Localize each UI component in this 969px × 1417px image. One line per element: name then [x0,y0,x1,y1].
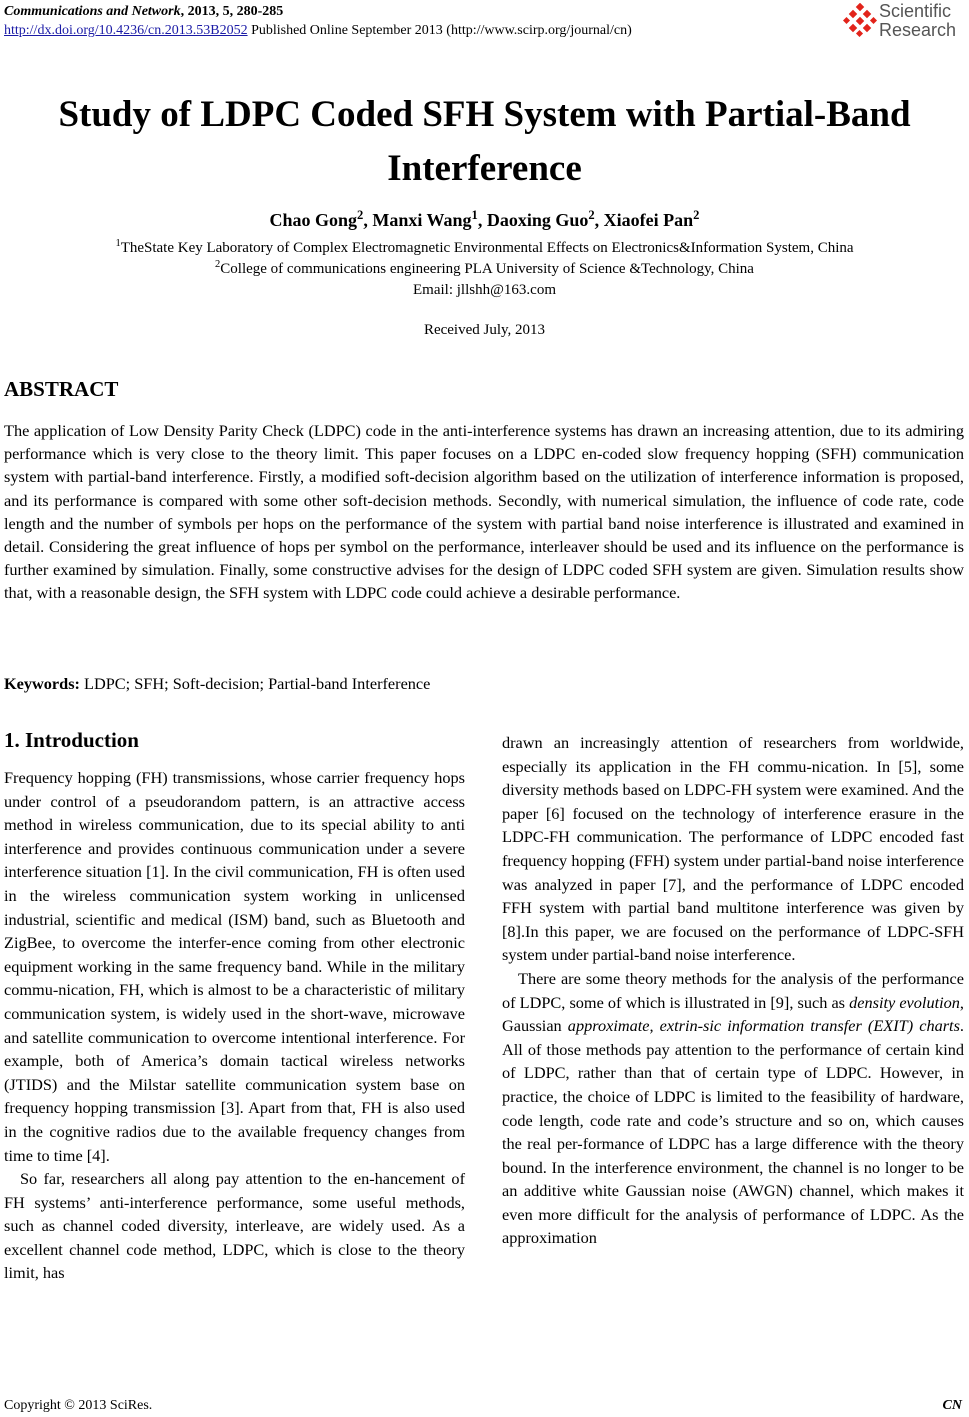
author-affil-sup: 2 [357,208,364,222]
copyright-notice: Copyright © 2013 SciRes. [4,1398,153,1413]
journal-name: Communications and Network [4,4,181,19]
right-column [502,731,964,1250]
paragraph: drawn an increasingly attention of researchers from worldwide, especially its application in the FH commu-nication. In [5], some diversity methods based on LDPC-FH system were examined. And the paper [6] focused on the technology of interference erasure in the LDPC-FH communication. The performance of LDPC encoded fast frequency hopping (FFH) system under partial-band noise interference was analyzed in paper [7], and the performance of LDPC encoded FFH system with partial band multitone interference was given by [8].In this paper, we are focused on the performance of LDPC-SFH system under partial-band noise interference. [502,733,964,965]
paper-title [0,88,969,196]
received-date: Received July, 2013 [423,322,546,338]
keywords-label: Keywords: [4,674,80,693]
author-name: , Xiaofei Pan [594,210,694,230]
publisher-logo [843,0,965,42]
author-list [0,209,969,231]
journal-meta: , 2013, 5, 280-285 [180,4,284,19]
paragraph: So far, researchers all along pay attention to the en-hancement of FH systems’ anti-interference performance, some useful methods, such as channel coded diversity, interleave, are widely used. As a excellent channel code method, LDPC, which is close to the theory limit, has [4,1169,465,1283]
abstract-text: The application of Low Density Parity Check (LDPC) code in the anti-interference systems has drawn an increasing attention, due to its admiring performance which is very close to the theory limit. This paper focuses on a LDPC en-coded slow frequency hopping (SFH) communication system with partial-band interference. Firstly, a modified soft-decision algorithm based on the utilization of interference information is proposed, and its performance is compared with some other soft-decision methods. Secondly, with numerical simulation, the influence of code rate, code length and the number of symbols per hops on the performance of the system with partial band noise interference is illustrated and examined in detail. Considering the great influence of hops per symbol on the performance, interleaver should be used and its influence on the performance is further examined by simulation. Finally, some constructive advises for the design of LDPC coded SFH system are given. Simulation results show that, with a reasonable design, the SFH system with LDPC code could achieve a desirable performance. [4,421,964,603]
logo-word-scientific: Scientific [879,1,952,21]
doi-link[interactable]: http://dx.doi.org/10.4236/cn.2013.53B2052 [4,23,248,38]
page-footer [4,1398,962,1414]
paragraph: There are some theory methods for the analysis of the performance of LDPC, some of which is illustrated in [9], such as density evolution, Gaussian approximate, extrin-sic information transfer (EXIT) charts. All of those methods pay attention to the performance of certain kind of LDPC, rather than that of certain type of LDPC. However, in practice, the choice of LDPC is limited to the feasibility of hardware, code length, code rate and code’s structure and so on, which causes the real per-formance of LDPC has a large difference with the theory bound. In the interference environment, the channel is no longer to be an additive white Gaussian noise (AWGN) channel, which makes it even more difficult for the analysis of performance of LDPC. As the approximation [502,968,964,1248]
author-affil-sup: 2 [588,208,595,222]
journal-abbreviation: CN [942,1398,962,1413]
logo-word-research: Research [879,20,957,40]
doi-line [4,21,632,40]
journal-citation [4,2,632,21]
left-column [4,766,465,1285]
author-name: Chao Gong [269,210,358,230]
affiliation-1: $^1$TheState Key Laboratory of Complex Electromagnetic Environmental Effects on Electronics&Information System, China [115,238,854,256]
scientific-research-logo-icon [843,3,877,37]
section-heading-introduction: 1. Introduction [4,728,139,752]
running-header [4,2,632,40]
author-affil-sup: 1 [471,208,478,222]
title-line-2: Interference [387,148,582,189]
author-name: , Manxi Wang [363,210,472,230]
author-affil-sup: 2 [693,208,700,222]
keywords-text: LDPC; SFH; Soft-decision; Partial-band Interference [79,674,431,693]
title-line-1: Study of LDPC Coded SFH System with Partial-Band [58,94,911,135]
author-name: , Daoxing Guo [477,210,589,230]
keywords [4,673,430,695]
published-text: Published Online September 2013 (http://www.scirp.org/journal/cn) [247,23,632,38]
author-email: Email: jllshh@163.com [413,282,556,298]
abstract-heading: ABSTRACT [4,377,119,401]
paragraph: Frequency hopping (FH) transmissions, whose carrier frequency hops under control of a pseudorandom pattern, is an attractive access method in wireless communication, due to its special ability to anti interference and provides continuous communication under a severe interference situation [1]. In the civil communication, FH is often used in the wireless communication system working in unlicensed industrial, scientific and medical (ISM) band, such as Bluetooth and ZigBee, to overcome the interfer-ence coming from other electronic equipment working in the same frequency band. While in the military commu-nication, FH, which is almost to be a characteristic of military communication system, is widely used in the short-wave, microwave and satellite communication to overcome intentional interference. For example, both of America’s domain tactical wireless networks (JTIDS) and the Milstar satellite communication system base on frequency hopping transmission [3]. Apart from that, FH is also used in the cognitive radios due to the available frequency changes from time to time [4]. [4,768,465,1165]
affiliation-2: $^2$College of communications engineering PLA University of Science &Technology, China [215,259,754,277]
